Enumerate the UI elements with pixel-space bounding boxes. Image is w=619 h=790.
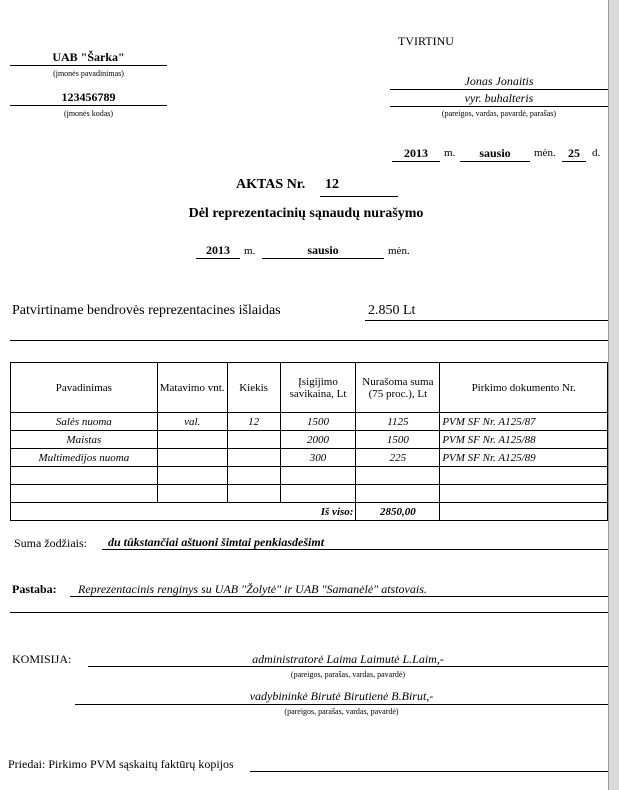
table-cell: Salės nuoma	[11, 413, 158, 431]
company-name-caption: (įmonės pavadinimas)	[53, 69, 124, 78]
table-cell: val.	[157, 413, 227, 431]
company-name: UAB "Šarka"	[52, 50, 125, 64]
table-cell	[356, 485, 440, 503]
commission-member-2: vadybininkė Birutė Birutienė B.Birut,-	[249, 689, 434, 703]
approver-position: vyr. buhalteris	[464, 91, 534, 105]
items-table	[10, 362, 608, 521]
header-cell: Kiekis	[227, 363, 280, 413]
table-cell	[440, 485, 608, 503]
table-cell: 1500	[280, 413, 356, 431]
commission-member-1: administratorė Laima Laimutė L.Laim,-	[252, 652, 444, 666]
confirm-amount: 2.850 Lt	[368, 303, 416, 318]
act-men: mėn.	[388, 245, 410, 257]
company-name-line	[10, 65, 167, 66]
blank-line	[10, 340, 608, 341]
table-cell: PVM SF Nr. A125/87	[440, 413, 608, 431]
act-number: 12	[325, 177, 339, 192]
company-code-line	[10, 105, 167, 106]
table-cell	[157, 431, 227, 449]
table-cell: 1500	[356, 431, 440, 449]
table-cell: 1125	[356, 413, 440, 431]
table-cell: Multimedijos nuoma	[11, 449, 158, 467]
sum-words-value: du tūkstančiai aštuoni šimtai penkiasdešimt	[108, 535, 325, 549]
attachments-line	[250, 771, 608, 772]
table-header-row	[11, 363, 608, 413]
commission-member-1-caption: (pareigos, parašas, vardas, pavardė)	[290, 670, 406, 679]
total-value: 2850,00	[356, 503, 440, 521]
commission-member-1-line	[88, 666, 608, 667]
note-label: Pastaba:	[12, 582, 57, 596]
commission-label: KOMISIJA:	[12, 652, 72, 666]
table-cell	[356, 467, 440, 485]
page-shadow	[609, 0, 619, 790]
act-m: m.	[244, 245, 256, 257]
attachments-text: Priedai: Pirkimo PVM sąskaitų faktūrų kopijos	[8, 757, 234, 771]
header-cell: Pavadinimas	[11, 363, 158, 413]
table-row	[11, 467, 608, 485]
approval-d: d.	[592, 147, 601, 159]
table-row	[11, 431, 608, 449]
table-cell: 300	[280, 449, 356, 467]
table-cell	[157, 485, 227, 503]
act-year-line	[196, 258, 240, 259]
header-cell: Matavimo vnt.	[157, 363, 227, 413]
approver-name-line	[390, 89, 608, 90]
company-code: 123456789	[61, 90, 116, 104]
approval-m: m.	[444, 147, 456, 159]
act-number-line	[320, 196, 398, 197]
commission-member-2-line	[75, 704, 608, 705]
header-cell: Pirkimo dokumento Nr.	[440, 363, 608, 413]
table-row	[11, 413, 608, 431]
sum-words-line	[102, 549, 608, 550]
act-subtitle: Dėl reprezentacinių sąnaudų nurašymo	[188, 206, 424, 221]
act-title: AKTAS Nr.	[236, 177, 306, 192]
table-cell	[157, 449, 227, 467]
table-total-row	[11, 503, 608, 521]
header-cell: Įsigijimo savikaina, Lt	[280, 363, 356, 413]
act-month: sausio	[307, 243, 339, 257]
sum-words-label: Suma žodžiais:	[14, 536, 87, 550]
table-cell: 2000	[280, 431, 356, 449]
table-cell	[227, 449, 280, 467]
table-cell	[280, 485, 356, 503]
table-cell	[227, 485, 280, 503]
approval-year: 2013	[404, 146, 428, 160]
table-cell: PVM SF Nr. A125/88	[440, 431, 608, 449]
act-year: 2013	[206, 243, 230, 257]
approval-month: sausio	[479, 146, 511, 160]
table-cell: PVM SF Nr. A125/89	[440, 449, 608, 467]
approval-day: 25	[568, 146, 580, 160]
table-cell	[440, 467, 608, 485]
approval-month-line	[460, 161, 530, 162]
approval-day-line	[562, 161, 586, 162]
table-cell	[440, 503, 608, 521]
table-row	[11, 485, 608, 503]
total-label: Iš viso:	[11, 503, 356, 521]
table-cell	[280, 467, 356, 485]
table-cell	[227, 467, 280, 485]
table-cell: 225	[356, 449, 440, 467]
table-cell	[11, 467, 158, 485]
table-cell: 12	[227, 413, 280, 431]
note-line	[70, 596, 608, 597]
commission-member-2-caption: (pareigos, parašas, vardas, pavardė)	[284, 707, 399, 716]
note-line-2	[10, 612, 608, 613]
note-value: Reprezentacinis renginys su UAB "Žolytė" ir UAB "Samanėlė" atstovais.	[78, 582, 427, 596]
table-cell: Maistas	[11, 431, 158, 449]
approver-position-line	[390, 106, 608, 107]
approval-men: mėn.	[534, 147, 556, 159]
table-cell	[11, 485, 158, 503]
table-cell	[157, 467, 227, 485]
header-cell: Nurašoma suma (75 proc.), Lt	[356, 363, 440, 413]
company-code-caption: (įmonės kodas)	[63, 109, 114, 118]
approval-label: TVIRTINU	[398, 34, 454, 48]
act-month-line	[262, 258, 384, 259]
table-cell	[227, 431, 280, 449]
approval-year-line	[392, 161, 440, 162]
approver-caption: (pareigos, vardas, pavardė, parašas)	[441, 109, 557, 118]
confirm-amount-line	[365, 320, 608, 321]
confirm-text: Patvirtiname bendrovės reprezentacines išlaidas	[12, 303, 281, 318]
table-row	[11, 449, 608, 467]
approver-name: Jonas Jonaitis	[464, 74, 534, 88]
